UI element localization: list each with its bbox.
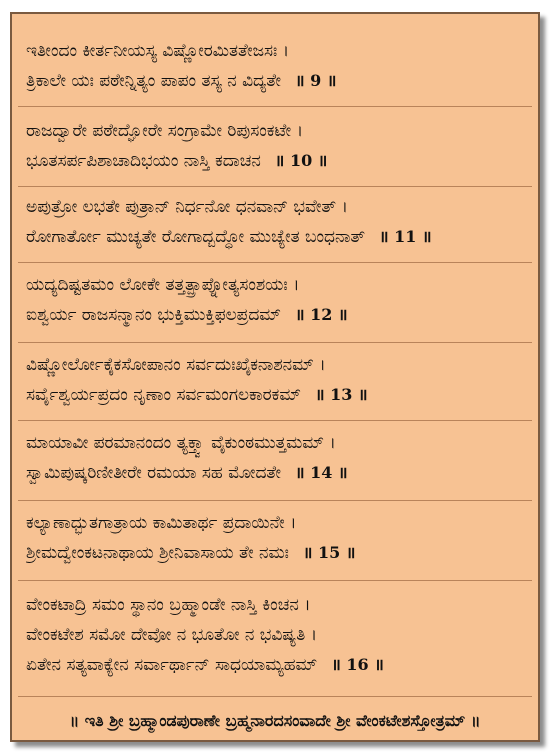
verse-11 <box>26 192 528 252</box>
verse-line-text: ಯದ್ಯದಿಷ್ಟತಮಂ ಲೋಕೇ ತತ್ತತ್ಪ್ರಾಪ್ನೋತ್ಯಸಂಶಯಃ । <box>26 275 300 295</box>
verse-line <box>26 590 528 620</box>
verse-15 <box>26 508 528 568</box>
verse-line <box>26 192 528 222</box>
divider <box>18 186 532 187</box>
divider <box>18 342 532 343</box>
verse-16 <box>26 590 528 680</box>
verse-line-text: ತ್ರಿಕಾಲೇ ಯಃ ಪಠೇನ್ನಿತ್ಯಂ ಪಾಪಂ ತಸ್ಯ ನ ವಿದ್ಯತೇ <box>26 71 281 91</box>
divider <box>18 580 532 581</box>
verse-line-text: ಅಪುತ್ರೋ ಲಭತೇ ಪುತ್ರಾನ್ ನಿರ್ಧನೋ ಧನವಾನ್ ಭವೇತ್ । <box>26 197 348 217</box>
verse-9 <box>26 36 528 96</box>
stotra-page <box>10 12 540 742</box>
verse-line <box>26 146 528 176</box>
verse-line-text: ವೇಂಕಟಾದ್ರಿ ಸಮಂ ಸ್ಥಾನಂ ಬ್ರಹ್ಮಾಂಡೇ ನಾಸ್ತಿ ಕಿಂಚನ । <box>26 595 311 615</box>
verse-line-text: ಭೂತಸರ್ಪಪಿಶಾಚಾದಿಭಯಂ ನಾಸ್ತಿ ಕದಾಚನ <box>26 151 261 171</box>
verse-line <box>26 428 528 458</box>
verse-line <box>26 458 528 488</box>
verse-number: ॥ 16 ॥ <box>331 655 384 674</box>
verse-10 <box>26 116 528 176</box>
verse-13 <box>26 350 528 410</box>
verse-line-text: ಏತೇನ ಸತ್ಯವಾಕ್ಯೇನ ಸರ್ವಾರ್ಥಾನ್ ಸಾಧಯಾಮ್ಯಹಮ್ <box>26 655 318 675</box>
verse-line <box>26 300 528 330</box>
verse-line-text: ವಿಷ್ಣೋರ್ಲೋಕೈಕಸೋಪಾನಂ ಸರ್ವದುಃಖೈಕನಾಶನಮ್ । <box>26 355 326 375</box>
verse-number: ॥ 9 ॥ <box>294 71 337 90</box>
verse-line-text: ಶ್ರೀಮದ್ವೇಂಕಟನಾಥಾಯ ಶ್ರೀನಿವಾಸಾಯ ತೇ ನಮಃ <box>26 543 289 563</box>
divider <box>18 262 532 263</box>
verse-line-text: ರಾಜದ್ವಾರೇ ಪಠೇದ್ಘೋರೇ ಸಂಗ್ರಾಮೇ ರಿಪುಸಂಕಟೇ । <box>26 121 304 141</box>
verse-line-text: ಸರ್ವೈಶ್ವರ್ಯಪ್ರದಂ ನೃಣಾಂ ಸರ್ವಮಂಗಲಕಾರಕಮ್ <box>26 385 302 405</box>
divider <box>18 420 532 421</box>
verse-line <box>26 538 528 568</box>
verse-12 <box>26 270 528 330</box>
verse-line-text: ರೋಗಾರ್ತೋ ಮುಚ್ಯತೇ ರೋಗಾದ್ಬದ್ಧೋ ಮುಚ್ಯೇತ ಬಂಧನಾತ್ <box>26 227 366 247</box>
verse-line <box>26 620 528 650</box>
colophon: ॥ ಇತಿ ಶ್ರೀ ಬ್ರಹ್ಮಾಂಡಪುರಾಣೇ ಬ್ರಹ್ಮನಾರದಸಂವಾದೇ ಶ್ರೀ ವೇಂಕಟೇಶಸ್ತೋತ್ರಮ್ ॥ <box>69 711 481 730</box>
verse-number: ॥ 13 ॥ <box>315 385 368 404</box>
verse-line <box>26 650 528 680</box>
verse-line <box>26 66 528 96</box>
verse-number: ॥ 11 ॥ <box>379 227 432 246</box>
verse-line-text: ಐಶ್ವರ್ಯ ರಾಜಸನ್ಮಾನಂ ಭುಕ್ತಿಮುಕ್ತಿಫಲಪ್ರದಮ್ <box>26 305 281 325</box>
verse-number: ॥ 10 ॥ <box>274 151 328 170</box>
divider <box>18 106 532 107</box>
divider <box>18 500 532 501</box>
verse-line <box>26 380 528 410</box>
verse-14 <box>26 428 528 488</box>
verse-line-text: ಇತೀಂದಂ ಕೀರ್ತನೀಯಸ್ಯ ವಿಷ್ಣೋರಮಿತತೇಜಸಃ । <box>26 41 290 61</box>
verse-line <box>26 270 528 300</box>
verse-line <box>26 36 528 66</box>
divider <box>18 696 532 697</box>
verse-number: ॥ 15 ॥ <box>302 543 356 562</box>
verse-line <box>26 350 528 380</box>
verse-line-text: ವೇಂಕಟೇಶ ಸಮೋ ದೇವೋ ನ ಭೂತೋ ನ ಭವಿಷ್ಯತಿ । <box>26 625 318 645</box>
verse-line <box>26 116 528 146</box>
verse-line-text: ಕಲ್ಯಾಣಾದ್ಭುತಗಾತ್ರಾಯ ಕಾಮಿತಾರ್ಥ ಪ್ರದಾಯಿನೇ । <box>26 513 297 533</box>
verse-line <box>26 222 528 252</box>
verse-line <box>26 508 528 538</box>
verse-number: ॥ 14 ॥ <box>295 463 348 482</box>
verse-number: ॥ 12 ॥ <box>294 305 348 324</box>
verse-line-text: ಸ್ವಾಮಿಪುಷ್ಕರಿಣೀತೀರೇ ರಮಯಾ ಸಹ ಮೋದತೇ <box>26 463 282 483</box>
verse-line-text: ಮಾಯಾವೀ ಪರಮಾನಂದಂ ತ್ಯಕ್ತ್ವಾ ವೈಕುಂಠಮುತ್ತಮಮ್ । <box>26 433 336 453</box>
